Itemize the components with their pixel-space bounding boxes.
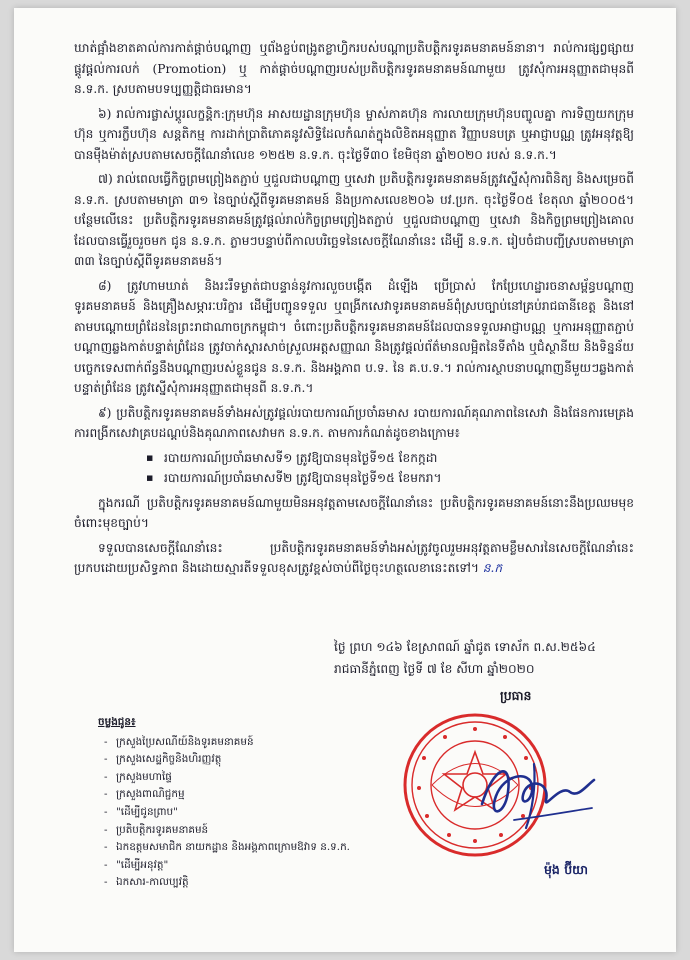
dateline xyxy=(334,636,654,680)
list-item: - "ដើម្បីជូនព្រាប" xyxy=(104,804,398,822)
paragraph-penalty: ក្នុងករណី ប្រតិបត្តិករទូរគមនាគមន៍ណាមួយមិនអនុវត្តតាមសេចក្តីណែនាំនេះ ប្រតិបត្តិករទូរគមនាគមន៍នោះនឹងប្រឈមមុខចំពោះមុខច្បាប់។ xyxy=(74,495,634,530)
signer-name: ម៉ុង ប៊ីយា xyxy=(544,862,589,877)
list-item: ▪ របាយការណ៍ប្រចាំឆមាសទី១ ត្រូវឱ្យបានមុនថ្ងៃទី១៥ ខែកក្កដា xyxy=(146,448,634,469)
signature-icon xyxy=(474,746,600,832)
list-item: ▪ របាយការណ៍ប្រចាំឆមាសទី២ ត្រូវឱ្យបានមុនថ្ងៃទី១៥ ខែមករា។ xyxy=(146,468,634,489)
cc-recipient-list xyxy=(98,734,398,892)
list-item: - ក្រសួងសេដ្ឋកិច្ចនិងហិរញ្ញវត្ថុ xyxy=(104,751,398,769)
solar-date: រាជធានីភ្នំពេញ ថ្ងៃទី ៧ ខែ សីហា ឆ្នាំ២០២០ xyxy=(334,662,535,676)
list-item: - ប្រតិបត្តិករទូរគមនាគមន៍ xyxy=(104,822,398,840)
handwritten-initial: ន.ក xyxy=(482,561,503,575)
cc-title: ចម្លងជូន៖ xyxy=(98,716,136,728)
paragraph-effective xyxy=(74,538,634,579)
lunar-date: ថ្ងៃ ព្រហ ១៤៦ ខែស្រាពណ៍ ឆ្នាំជូត ទោស័ក ព.ស.២៥៦៤ xyxy=(334,640,596,654)
list-item: - ឯកសារ-កាលប្បវត្តិ xyxy=(104,874,398,892)
paragraph-item-6: ៦) រាល់ការផ្លាស់ប្ដូរលក្ខន្តិក:ក្រុមហ៊ុន អាសយដ្ឋានក្រុមហ៊ុន ម្ចាស់ភាគហ៊ុន ការលាយក្រុមហ៊ុនបញ្ចូលគ្នា ការទិញយកក្រុមហ៊ុន ឬការក្លឹបហ៊ុន សន្តតិកម្ម ការដាក់ប្រាតិភោគនូវសិទ្ធិដែលកំណត់ក្នុងលិខិតអនុញ្ញាត វិញ្ញាបនបត្រ ឬអាជ្ញាបណ្ណ ត្រូវអនុវត្តឱ្យបានម៉ឺងម៉ាត់ស្របតាមសេចក្តីណែនាំលេខ ១២៥២ ន.ទ.ក. ចុះថ្ងៃទី៣០ ខែមិថុនា ឆ្នាំ២០២០ របស់ ន.ទ.ក.។ xyxy=(74,106,634,162)
list-item: - ក្រសួងពាណិជ្ជកម្ម xyxy=(104,786,398,804)
paragraph-item-7: ៧) រាល់ពេលធ្វើកិច្ចព្រមព្រៀងតភ្ជាប់ ឬជួលជាបណ្តាញ ឬសេវា ប្រតិបត្តិករទូរគមនាគមន៍ត្រូវស្នើសុំការពិនិត្យ និងសម្រេចពី ន.ទ.ក. ស្របតាមមាត្រា ៣១ នៃច្បាប់ស្តីពីទូរគមនាគមន៍ និងប្រកាសលេខ២០៦ បវ.ប្រក. ចុះថ្ងៃទី០៥ ខែតុលា ឆ្នាំ២០០៥។ បន្ថែមលើនេះ ប្រតិបត្តិករទូរគមនាគមន៍ត្រូវផ្ដល់រាល់កិច្ចព្រមព្រៀងតភ្ជាប់ ឬជួលជាបណ្តាញ ឬសេវា និងកិច្ចព្រមព្រៀងគោល ដែលបានធ្វើរួចរួចមក ជូន ន.ទ.ក. ភ្លាមៗបន្ទាប់ពីកាលបរិច្ឆេទនៃសេចក្តីណែនាំនេះ ដើម្បី ន.ទ.ក. រៀបចំជាបញ្ជីស្របតាមមាត្រា ៣៣ នៃច្បាប់ស្តីពីទូរគមនាគមន៍។ xyxy=(74,172,634,268)
signer-title: ប្រធាន xyxy=(500,688,532,703)
document-body xyxy=(74,38,634,583)
list-item: - "ដើម្បីអនុវត្ត" xyxy=(104,857,398,875)
list-item: - ឯកឧត្តមសមាជិក នាយកដ្ឋាន និងអង្គភាពក្រោមឱវាទ ន.ទ.ក. xyxy=(104,839,398,857)
paragraph-intro: ឃាត់ផ្អាំងខាតគាល់ការកាត់ផ្ដាច់បណ្តាញ ឬព័ងខ្ចប់ពង្រូតខ្លាហ្វិករបស់បណ្តាប្រតិបត្តិករទូរគមនាគមន៍នានា។ រាល់ការផ្សព្វផ្សាយផ្ដូវផ្ដល់ការលក់ (Promotion) ឬ កាត់ផ្ដាច់បណ្ដាញរបស់ប្រតិបត្តិករទូរគមនាគមន៍ណាមួយ ត្រូវសុំការអនុញ្ញាតជាមុនពី ន.ទ.ក. ស្របតាមបទប្បញ្ញត្តិជាធរមាន។ xyxy=(74,41,634,96)
paragraph-item-8: ៨) ត្រូវហាមឃាត់ និងរះរឹទម្ងាត់ជាបន្ទាន់នូវការលួចបង្កើត ដំឡើង ប្រើប្រាស់ កែប្រែហេដ្ឋារចនាសម្ព័ន្ធបណ្តាញទូរគមនាគមន៍ និងគ្រឿងសម្ភារៈបរិក្ខារ ដើម្បីបញ្ជូនទទួល ឬពង្រីកសេវាទូរគមនាគមន៍ពុំស្របច្បាប់នៅគ្រប់រាជធានីខេត្ត និងនៅតាមបណ្ដោយព្រំដែននៃព្រះរាជាណាចក្រកម្ពុជា។ ចំពោះប្រតិបត្តិករទូរគមនាគមន៍ដែលបានទទួលអាជ្ញាបណ្ណ ឬការអនុញ្ញាតភ្ជាប់បណ្តាញឆ្លងកាត់បន្ទាត់ព្រំដែន ត្រូវចាក់ស្ដារសាច់ស្រួលអត្តសញ្ញាណ និងត្រូវផ្ដល់ព័ត៌មានលម្អិតនៃទីតាំង ឬជំស្ថានីយ និងទិន្នន័យបច្ចេកទេសពាក់ព័ន្ធនឹងបណ្តាញរបស់ខ្លួនជូន ន.ទ.ក. និងអង្គភាព ប.ទ. នៃ គ.ប.ទ.។ រាល់ការស្ថាបនាបណ្តាញនីមួយៗឆ្លងកាត់បន្ទាត់ព្រំដែន ត្រូវស្នើសុំការអនុញ្ញាតជាមុនពី ន.ទ.ក.។ xyxy=(74,278,634,395)
paragraph-item-9: ៩) ប្រតិបត្តិករទូរគមនាគមន៍ទាំងអស់ត្រូវផ្តល់របាយការណ៍ប្រចាំឆមាស របាយការណ៍គុណភាពនៃសេវា និងផែនការមេគ្រងការពង្រីកសេវាគ្របដណ្តប់និងគុណភាពសេវាមក ន.ទ.ក. តាមការកំណត់ដូចខាងក្រោម៖ xyxy=(74,405,634,440)
carbon-copy-block xyxy=(98,714,398,892)
list-item: - ក្រសួងមហាផ្ទៃ xyxy=(104,769,398,787)
list-item: - ក្រសួងប្រៃសណីយ៍និងទូរគមនាគមន៍ xyxy=(104,734,398,752)
effective-text: ទទួលបានសេចក្តីណែនាំនេះ ប្រតិបត្តិករទូរគមនាគមន៍ទាំងអស់ត្រូវចូលរួមអនុវត្តតាមខ្លឹមសារនៃសេចក្តីណែនាំនេះប្រកបដោយប្រសិទ្ធភាព និងដោយស្មារតីទទួលខុសត្រូវខ្ពស់ចាប់ពីថ្ងៃចុះហត្ថលេខានេះតទៅ។ xyxy=(74,540,634,575)
report-deadline-list xyxy=(146,448,634,489)
document-page xyxy=(14,8,676,952)
